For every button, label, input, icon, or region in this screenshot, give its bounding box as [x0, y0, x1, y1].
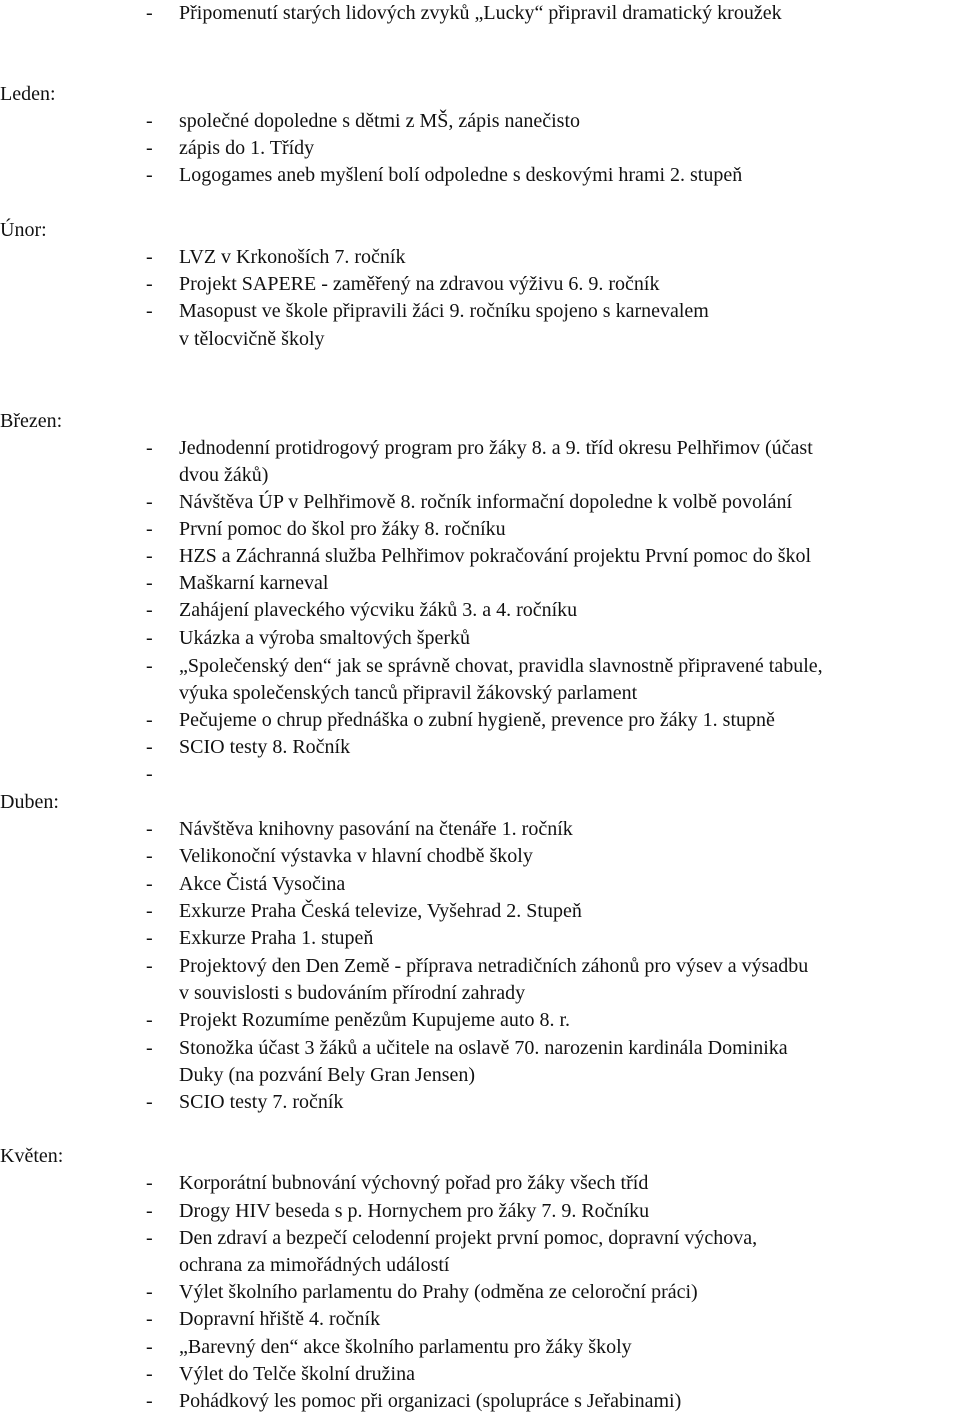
list-dash: -: [146, 1091, 153, 1113]
list-item: První pomoc do škol pro žáky 8. ročníku: [179, 518, 506, 540]
list-item-continuation: výuka společenských tanců připravil žákovský parlament: [179, 682, 638, 704]
list-dash: -: [146, 1281, 153, 1303]
list-item: Připomenutí starých lidových zvyků „Lucky“ připravil dramatický kroužek: [179, 2, 782, 24]
list-dash: -: [146, 1200, 153, 1222]
list-item: Logogames aneb myšlení bolí odpoledne s deskovými hrami 2. stupeň: [179, 164, 743, 186]
list-item: Návštěva knihovny pasování na čtenáře 1. ročník: [179, 818, 573, 840]
list-item: Dopravní hřiště 4. ročník: [179, 1308, 381, 1330]
list-dash: -: [146, 273, 153, 295]
list-dash: -: [146, 572, 153, 594]
list-dash: -: [146, 300, 153, 322]
list-dash: -: [146, 110, 153, 132]
list-item: Ukázka a výroba smaltových šperků: [179, 627, 471, 649]
list-item-continuation: v souvislosti s budováním přírodní zahrady: [179, 982, 526, 1004]
month-heading-leden: Leden:: [0, 83, 56, 105]
list-dash: -: [146, 655, 153, 677]
list-dash: -: [146, 763, 153, 785]
list-dash: -: [146, 900, 153, 922]
month-heading-unor: Únor:: [0, 219, 47, 241]
list-item-continuation: Duky (na pozvání Bely Gran Jensen): [179, 1064, 476, 1086]
list-dash: -: [146, 137, 153, 159]
list-dash: -: [146, 1009, 153, 1031]
list-item: Zahájení plaveckého výcviku žáků 3. a 4. ročníku: [179, 599, 578, 621]
list-dash: -: [146, 927, 153, 949]
list-dash: -: [146, 164, 153, 186]
list-item: Stonožka účast 3 žáků a učitele na oslavě 70. narozenin kardinála Dominika: [179, 1037, 788, 1059]
list-dash: -: [146, 1172, 153, 1194]
list-item: „Barevný den“ akce školního parlamentu pro žáky školy: [179, 1336, 632, 1358]
list-item-continuation: dvou žáků): [179, 464, 269, 486]
list-dash: -: [146, 1336, 153, 1358]
list-dash: -: [146, 1037, 153, 1059]
list-dash: -: [146, 709, 153, 731]
month-heading-kveten: Květen:: [0, 1145, 64, 1167]
list-item: Projektový den Den Země - příprava netradičních záhonů pro výsev a výsadbu: [179, 955, 809, 977]
list-item: „Společenský den“ jak se správně chovat, pravidla slavnostně připravené tabule,: [179, 655, 823, 677]
list-dash: -: [146, 736, 153, 758]
list-item: Exkurze Praha Česká televize, Vyšehrad 2. Stupeň: [179, 900, 582, 922]
list-item: Jednodenní protidrogový program pro žáky 8. a 9. tříd okresu Pelhřimov (účast: [179, 437, 813, 459]
list-item: Pohádkový les pomoc při organizaci (spolupráce s Jeřabinami): [179, 1390, 682, 1412]
list-item: Masopust ve škole připravili žáci 9. ročníku spojeno s karnevalem: [179, 300, 709, 322]
list-dash: -: [146, 955, 153, 977]
list-item: SCIO testy 7. ročník: [179, 1091, 344, 1113]
list-item: Pečujeme o chrup přednáška o zubní hygieně, prevence pro žáky 1. stupně: [179, 709, 775, 731]
list-item-continuation: ochrana za mimořádných událostí: [179, 1254, 450, 1276]
list-dash: -: [146, 873, 153, 895]
list-item: Akce Čistá Vysočina: [179, 873, 346, 895]
list-item: Korporátní bubnování výchovný pořad pro žáky všech tříd: [179, 1172, 649, 1194]
list-item: Projekt SAPERE - zaměřený na zdravou výživu 6. 9. ročník: [179, 273, 660, 295]
list-dash: -: [146, 627, 153, 649]
list-item: Exkurze Praha 1. stupeň: [179, 927, 374, 949]
list-dash: -: [146, 437, 153, 459]
list-item: Maškarní karneval: [179, 572, 329, 594]
list-dash: -: [146, 845, 153, 867]
list-dash: -: [146, 1227, 153, 1249]
list-item: Den zdraví a bezpečí celodenní projekt první pomoc, dopravní výchova,: [179, 1227, 758, 1249]
month-heading-duben: Duben:: [0, 791, 59, 813]
list-item: Výlet do Telče školní družina: [179, 1363, 415, 1385]
list-item-continuation: v tělocvičně školy: [179, 328, 325, 350]
list-item: SCIO testy 8. Ročník: [179, 736, 351, 758]
list-dash: -: [146, 2, 153, 24]
list-dash: -: [146, 1363, 153, 1385]
list-item: Výlet školního parlamentu do Prahy (odměna ze celoroční práci): [179, 1281, 698, 1303]
month-heading-brezen: Březen:: [0, 410, 63, 432]
list-item: HZS a Záchranná služba Pelhřimov pokračování projektu První pomoc do škol: [179, 545, 812, 567]
list-dash: -: [146, 818, 153, 840]
list-item: společné dopoledne s dětmi z MŠ, zápis nanečisto: [179, 110, 581, 132]
list-item: Velikonoční výstavka v hlavní chodbě školy: [179, 845, 533, 867]
list-item: LVZ v Krkonoších 7. ročník: [179, 246, 406, 268]
list-dash: -: [146, 599, 153, 621]
list-item: zápis do 1. Třídy: [179, 137, 315, 159]
list-item: Návštěva ÚP v Pelhřimově 8. ročník informační dopoledne k volbě povolání: [179, 491, 793, 513]
list-dash: -: [146, 1308, 153, 1330]
list-dash: -: [146, 491, 153, 513]
list-item: Projekt Rozumíme penězům Kupujeme auto 8. r.: [179, 1009, 571, 1031]
list-dash: -: [146, 246, 153, 268]
list-dash: -: [146, 1390, 153, 1412]
list-dash: -: [146, 518, 153, 540]
list-item: Drogy HIV beseda s p. Hornychem pro žáky 7. 9. Ročníku: [179, 1200, 650, 1222]
list-dash: -: [146, 545, 153, 567]
